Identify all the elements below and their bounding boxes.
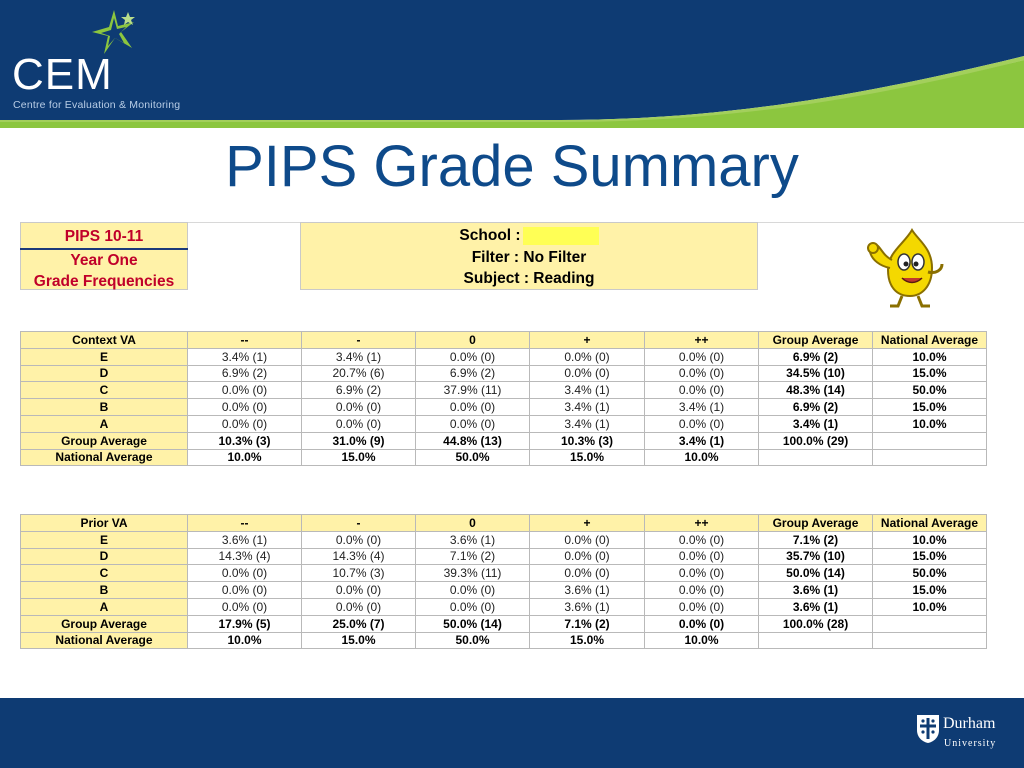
row-label: C bbox=[21, 382, 188, 399]
table-cell: 10.0% bbox=[645, 632, 759, 649]
table-cell: 0.0% (0) bbox=[416, 399, 530, 416]
table-cell: 100.0% (28) bbox=[759, 615, 873, 632]
cem-logo-text: CEM bbox=[12, 50, 113, 99]
table-cell: 10.0% bbox=[873, 531, 987, 548]
row-label: Group Average bbox=[21, 615, 188, 632]
table-cell: 3.6% (1) bbox=[188, 531, 302, 548]
table-row bbox=[21, 582, 987, 599]
row-label: B bbox=[21, 399, 188, 416]
table-cell: 6.9% (2) bbox=[759, 348, 873, 365]
header-banner bbox=[0, 0, 1024, 128]
table-cell: 6.9% (2) bbox=[302, 382, 416, 399]
table-cell: 15.0% bbox=[873, 548, 987, 565]
table-cell: 0.0% (0) bbox=[302, 531, 416, 548]
table-cell: 3.6% (1) bbox=[759, 582, 873, 599]
prior-table-body bbox=[21, 515, 987, 649]
column-header: -- bbox=[188, 332, 302, 349]
table-cell: 0.0% (0) bbox=[645, 415, 759, 432]
row-label: E bbox=[21, 531, 188, 548]
table-row bbox=[21, 565, 987, 582]
table-cell: 39.3% (11) bbox=[416, 565, 530, 582]
row-label: A bbox=[21, 598, 188, 615]
table-cell: 50.0% bbox=[873, 565, 987, 582]
subject-line: Subject : Reading bbox=[463, 270, 595, 287]
table-cell: 0.0% (0) bbox=[188, 415, 302, 432]
column-header: National Average bbox=[873, 332, 987, 349]
table-cell bbox=[873, 432, 987, 449]
row-label: B bbox=[21, 582, 188, 599]
table-cell: 0.0% (0) bbox=[645, 565, 759, 582]
table-cell: 0.0% (0) bbox=[416, 582, 530, 599]
pips-description: Grade Frequencies bbox=[33, 273, 175, 290]
school-info-box bbox=[300, 222, 758, 290]
table-header-row bbox=[21, 515, 987, 532]
school-line bbox=[301, 225, 757, 247]
durham-wordmark: Durham bbox=[943, 715, 996, 732]
column-header: Group Average bbox=[759, 332, 873, 349]
table-cell: 10.0% bbox=[873, 348, 987, 365]
table-cell: 0.0% (0) bbox=[645, 531, 759, 548]
table-cell: 50.0% (14) bbox=[416, 615, 530, 632]
table-cell: 0.0% (0) bbox=[645, 615, 759, 632]
column-header: Context VA bbox=[21, 332, 188, 349]
table-cell: 7.1% (2) bbox=[530, 615, 645, 632]
table-cell: 15.0% bbox=[302, 449, 416, 466]
table-cell: 15.0% bbox=[302, 632, 416, 649]
table-cell: 3.6% (1) bbox=[530, 598, 645, 615]
table-cell: 15.0% bbox=[873, 399, 987, 416]
table-row bbox=[21, 348, 987, 365]
table-cell: 0.0% (0) bbox=[188, 382, 302, 399]
table-cell: 50.0% bbox=[416, 632, 530, 649]
table-cell: 25.0% (7) bbox=[302, 615, 416, 632]
pips-mascot-icon bbox=[862, 226, 952, 310]
row-label: A bbox=[21, 415, 188, 432]
table-cell: 3.4% (1) bbox=[645, 432, 759, 449]
table-cell: 34.5% (10) bbox=[759, 365, 873, 382]
table-cell: 3.6% (1) bbox=[759, 598, 873, 615]
table-row bbox=[21, 449, 987, 466]
table-cell: 10.0% bbox=[873, 415, 987, 432]
row-label: National Average bbox=[21, 449, 188, 466]
table-row bbox=[21, 432, 987, 449]
cem-star-icon bbox=[88, 8, 140, 56]
table-cell: 0.0% (0) bbox=[645, 382, 759, 399]
row-label: National Average bbox=[21, 632, 188, 649]
table-cell: 10.3% (3) bbox=[530, 432, 645, 449]
table-cell: 0.0% (0) bbox=[302, 582, 416, 599]
table-cell: 3.4% (1) bbox=[188, 348, 302, 365]
table-cell: 0.0% (0) bbox=[416, 598, 530, 615]
table-cell: 0.0% (0) bbox=[188, 582, 302, 599]
table-cell: 7.1% (2) bbox=[759, 531, 873, 548]
row-label: Group Average bbox=[21, 432, 188, 449]
school-field bbox=[523, 227, 599, 245]
column-header: ++ bbox=[645, 332, 759, 349]
table-cell: 6.9% (2) bbox=[188, 365, 302, 382]
table-cell: 50.0% bbox=[416, 449, 530, 466]
table-cell: 0.0% (0) bbox=[302, 415, 416, 432]
filter-line: Filter : No Filter bbox=[471, 248, 587, 266]
table-cell: 0.0% (0) bbox=[530, 348, 645, 365]
table-cell: 0.0% (0) bbox=[645, 348, 759, 365]
table-cell: 0.0% (0) bbox=[645, 582, 759, 599]
table-cell: 7.1% (2) bbox=[416, 548, 530, 565]
row-label: C bbox=[21, 565, 188, 582]
table-cell: 0.0% (0) bbox=[416, 348, 530, 365]
table-cell: 3.4% (1) bbox=[530, 399, 645, 416]
table-cell: 3.4% (1) bbox=[645, 399, 759, 416]
table-row bbox=[21, 598, 987, 615]
context-va-table bbox=[20, 331, 987, 466]
table-cell: 37.9% (11) bbox=[416, 382, 530, 399]
school-label: School : bbox=[459, 227, 521, 244]
table-cell: 10.3% (3) bbox=[188, 432, 302, 449]
table-cell: 31.0% (9) bbox=[302, 432, 416, 449]
pips-info-box bbox=[20, 222, 188, 290]
table-cell: 0.0% (0) bbox=[188, 399, 302, 416]
table-cell: 0.0% (0) bbox=[416, 415, 530, 432]
table-cell: 0.0% (0) bbox=[302, 399, 416, 416]
table-row bbox=[21, 365, 987, 382]
table-row bbox=[21, 415, 987, 432]
row-label: E bbox=[21, 348, 188, 365]
table-cell bbox=[759, 449, 873, 466]
table-cell: 0.0% (0) bbox=[530, 365, 645, 382]
table-cell: 48.3% (14) bbox=[759, 382, 873, 399]
table-cell: 10.7% (3) bbox=[302, 565, 416, 582]
table-header-row bbox=[21, 332, 987, 349]
table-cell: 0.0% (0) bbox=[645, 548, 759, 565]
durham-sub-wordmark: University bbox=[944, 738, 997, 749]
table-row bbox=[21, 632, 987, 649]
column-header: -- bbox=[188, 515, 302, 532]
table-cell: 0.0% (0) bbox=[188, 598, 302, 615]
table-cell: 3.4% (1) bbox=[530, 415, 645, 432]
table-cell: 3.4% (1) bbox=[530, 382, 645, 399]
table-cell: 0.0% (0) bbox=[645, 365, 759, 382]
table-row bbox=[21, 615, 987, 632]
table-row bbox=[21, 531, 987, 548]
table-cell: 15.0% bbox=[530, 632, 645, 649]
column-header: Group Average bbox=[759, 515, 873, 532]
table-cell: 17.9% (5) bbox=[188, 615, 302, 632]
column-header: 0 bbox=[416, 515, 530, 532]
pips-code: PIPS 10-11 bbox=[20, 226, 188, 250]
table-cell: 35.7% (10) bbox=[759, 548, 873, 565]
footer-bar bbox=[0, 698, 1024, 768]
table-cell: 20.7% (6) bbox=[302, 365, 416, 382]
column-header: - bbox=[302, 332, 416, 349]
column-header: ++ bbox=[645, 515, 759, 532]
table-cell: 15.0% bbox=[530, 449, 645, 466]
table-cell: 3.4% (1) bbox=[759, 415, 873, 432]
context-table-body bbox=[21, 332, 987, 466]
table-cell bbox=[759, 632, 873, 649]
table-row bbox=[21, 548, 987, 565]
table-cell: 10.0% bbox=[645, 449, 759, 466]
table-cell: 10.0% bbox=[188, 632, 302, 649]
table-cell: 3.4% (1) bbox=[302, 348, 416, 365]
durham-crest-icon bbox=[916, 714, 940, 744]
table-cell: 0.0% (0) bbox=[530, 565, 645, 582]
table-cell: 3.6% (1) bbox=[530, 582, 645, 599]
column-header: 0 bbox=[416, 332, 530, 349]
row-label: D bbox=[21, 548, 188, 565]
column-header: + bbox=[530, 332, 645, 349]
table-cell bbox=[873, 615, 987, 632]
column-header: - bbox=[302, 515, 416, 532]
column-header: Prior VA bbox=[21, 515, 188, 532]
table-cell: 3.6% (1) bbox=[416, 531, 530, 548]
table-cell: 0.0% (0) bbox=[530, 531, 645, 548]
cem-logo-subtitle: Centre for Evaluation & Monitoring bbox=[13, 99, 181, 111]
table-cell bbox=[873, 449, 987, 466]
table-cell: 15.0% bbox=[873, 582, 987, 599]
table-cell: 50.0% (14) bbox=[759, 565, 873, 582]
table-row bbox=[21, 382, 987, 399]
column-header: + bbox=[530, 515, 645, 532]
table-cell: 44.8% (13) bbox=[416, 432, 530, 449]
table-row bbox=[21, 399, 987, 416]
table-cell: 10.0% bbox=[873, 598, 987, 615]
table-cell: 0.0% (0) bbox=[530, 548, 645, 565]
table-cell: 15.0% bbox=[873, 365, 987, 382]
table-cell: 0.0% (0) bbox=[302, 598, 416, 615]
table-cell: 14.3% (4) bbox=[302, 548, 416, 565]
table-cell: 6.9% (2) bbox=[416, 365, 530, 382]
page-title: PIPS Grade Summary bbox=[225, 134, 799, 199]
table-cell: 0.0% (0) bbox=[645, 598, 759, 615]
table-cell: 100.0% (29) bbox=[759, 432, 873, 449]
prior-va-table bbox=[20, 514, 987, 649]
column-header: National Average bbox=[873, 515, 987, 532]
table-cell: 0.0% (0) bbox=[188, 565, 302, 582]
row-label: D bbox=[21, 365, 188, 382]
table-cell bbox=[873, 632, 987, 649]
table-cell: 6.9% (2) bbox=[759, 399, 873, 416]
table-cell: 14.3% (4) bbox=[188, 548, 302, 565]
table-cell: 50.0% bbox=[873, 382, 987, 399]
table-cell: 10.0% bbox=[188, 449, 302, 466]
pips-year: Year One bbox=[70, 251, 138, 269]
